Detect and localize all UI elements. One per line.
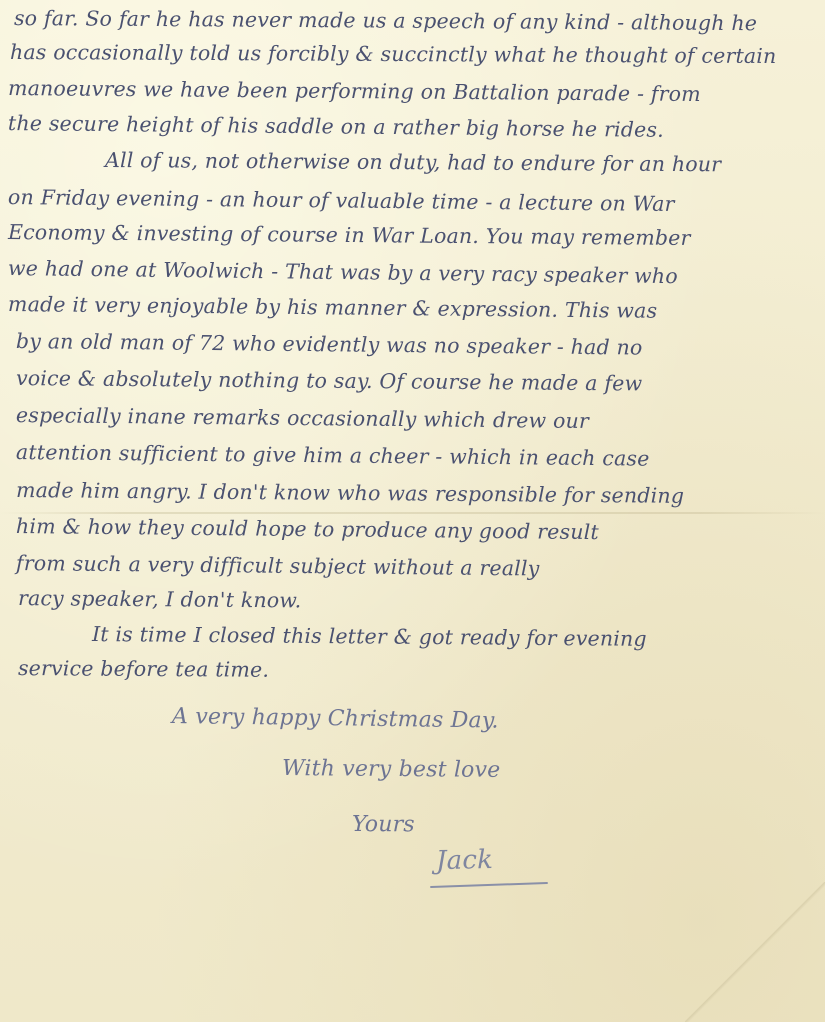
letter-line: attention sufficient to give him a cheer - which in each case [15, 440, 650, 471]
letter-line: voice & absolutely nothing to say. Of course he made a few [15, 366, 643, 396]
letter-line: service before tea time. [17, 656, 270, 682]
signature-underline [430, 882, 548, 888]
closing-love: With very best love [281, 756, 501, 783]
closing-yours: Yours [351, 812, 415, 838]
letter-line: All of us, not otherwise on duty, had to endure for an hour [104, 148, 722, 177]
letter-line: especially inane remarks occasionally which drew our [15, 403, 590, 433]
letter-line: Economy & investing of course in War Loan. You may remember [7, 220, 691, 250]
letter-line: we had one at Woolwich - That was by a very racy speaker who [7, 256, 678, 289]
letter-line: made it very enjoyable by his manner & expression. This was [7, 292, 658, 323]
letter-line: the secure height of his saddle on a rather big horse he rides. [7, 111, 665, 142]
letter-line: by an old man of 72 who evidently was no speaker - had no [15, 329, 643, 360]
letter-line: has occasionally told us forcibly & succinctly what he thought of certain [9, 40, 777, 69]
paper-fold [0, 512, 825, 514]
signature: Jack [435, 845, 494, 876]
letter-line: so far. So far he has never made us a speech of any kind - although he [13, 6, 758, 36]
letter-line: It is time I closed this letter & got ready for evening [91, 622, 647, 651]
letter-line: him & how they could hope to produce any good result [15, 514, 600, 545]
letter-line: from such a very difficult subject without a really [15, 551, 540, 581]
paper-crease [685, 882, 825, 1022]
letter-line: manoeuvres we have been performing on Battalion parade - from [7, 76, 701, 107]
letter-line: racy speaker, I don't know. [17, 586, 302, 613]
closing-greeting: A very happy Christmas Day. [171, 704, 499, 734]
letter-line: made him angry. I don't know who was responsible for sending [15, 478, 685, 508]
letter-line: on Friday evening - an hour of valuable time - a lecture on War [7, 185, 675, 216]
